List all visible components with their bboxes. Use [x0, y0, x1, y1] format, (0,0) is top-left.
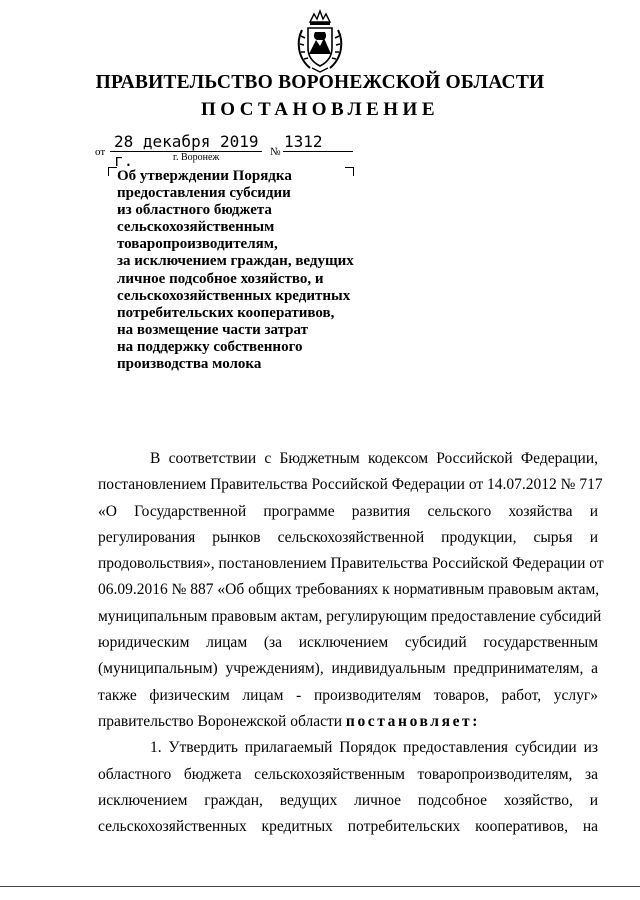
preamble-paragraph	[98, 446, 604, 735]
body-line: постановлением Правительства Российской Федерации от 14.07.2012 № 717	[98, 476, 603, 494]
body-line: муниципальным правовым актам, регулирующим предоставление субсидий	[98, 607, 602, 625]
body-line: «О Государственной программе развития сельского хозяйства и	[98, 502, 598, 520]
subject-line: предоставления субсидии	[117, 185, 291, 202]
body-line: юридическим лицам (за исключением субсидий государственным	[98, 634, 598, 652]
document-number: 1312	[284, 132, 323, 151]
subject-line: производства молока	[117, 356, 262, 373]
resolution-prefix: правительство Воронежской области	[98, 712, 346, 730]
body-line: регулирования рынков сельскохозяйственной продукции, сырья и	[98, 528, 598, 546]
body-line: продовольствия», постановлением Правительства Российской Федерации от	[98, 555, 604, 573]
document-date: 28 декабря 2019 г.	[114, 132, 259, 170]
subject-line: за исключением граждан, ведущих	[117, 253, 354, 270]
government-title: ПРАВИТЕЛЬСТВО ВОРОНЕЖСКОЙ ОБЛАСТИ	[95, 72, 545, 93]
subject-line: на возмещение части затрат	[117, 321, 308, 338]
number-label: №	[270, 146, 281, 158]
subject-line: Об утверждении Порядка	[117, 168, 292, 184]
document-subject	[117, 168, 377, 373]
body-line: В соответствии с Бюджетным кодексом Российской Федерации,	[150, 450, 598, 467]
date-prefix-label: от	[95, 146, 106, 158]
body-line: 1. Утвердить прилагаемый Порядок предоставления субсидии из	[150, 739, 598, 757]
subject-line: товаропроизводителям,	[117, 236, 278, 253]
subject-line: личное подсобное хозяйство, и	[117, 270, 324, 287]
city-label: г. Воронеж	[173, 152, 220, 163]
page-bottom-edge	[0, 886, 640, 887]
body-line	[98, 709, 598, 735]
document-body	[98, 446, 604, 840]
subject-line: потребительских кооперативов,	[117, 304, 335, 321]
body-line: (муниципальным) учреждениям), индивидуальным предпринимателям, а	[98, 660, 598, 678]
document-type-title: ПОСТАНОВЛЕНИЕ	[200, 99, 440, 120]
subject-line: на поддержку собственного	[117, 338, 303, 355]
clause-1-paragraph	[98, 735, 598, 840]
body-line: исключением граждан, ведущих личное подсобное хозяйство, и	[98, 791, 598, 809]
body-line: также физическим лицам - производителям товаров, работ, услуг»	[98, 686, 598, 704]
subject-line: сельскохозяйственным	[117, 219, 275, 236]
subject-line: из областного бюджета	[117, 202, 272, 219]
body-line: сельскохозяйственных кредитных потребительских кооперативов, на	[98, 818, 598, 836]
coat-of-arms-icon	[292, 8, 348, 74]
subject-corner-left	[108, 167, 117, 176]
resolution-keyword: постановляет:	[345, 712, 481, 730]
date-number-row	[0, 130, 640, 170]
number-underline	[283, 151, 353, 152]
subject-line: сельскохозяйственных кредитных	[117, 287, 351, 304]
body-line: 06.09.2016 № 887 «Об общих требованиях к нормативным правовым актам,	[98, 581, 600, 599]
body-line: областного бюджета сельскохозяйственным товаропроизводителям, за	[98, 765, 598, 783]
